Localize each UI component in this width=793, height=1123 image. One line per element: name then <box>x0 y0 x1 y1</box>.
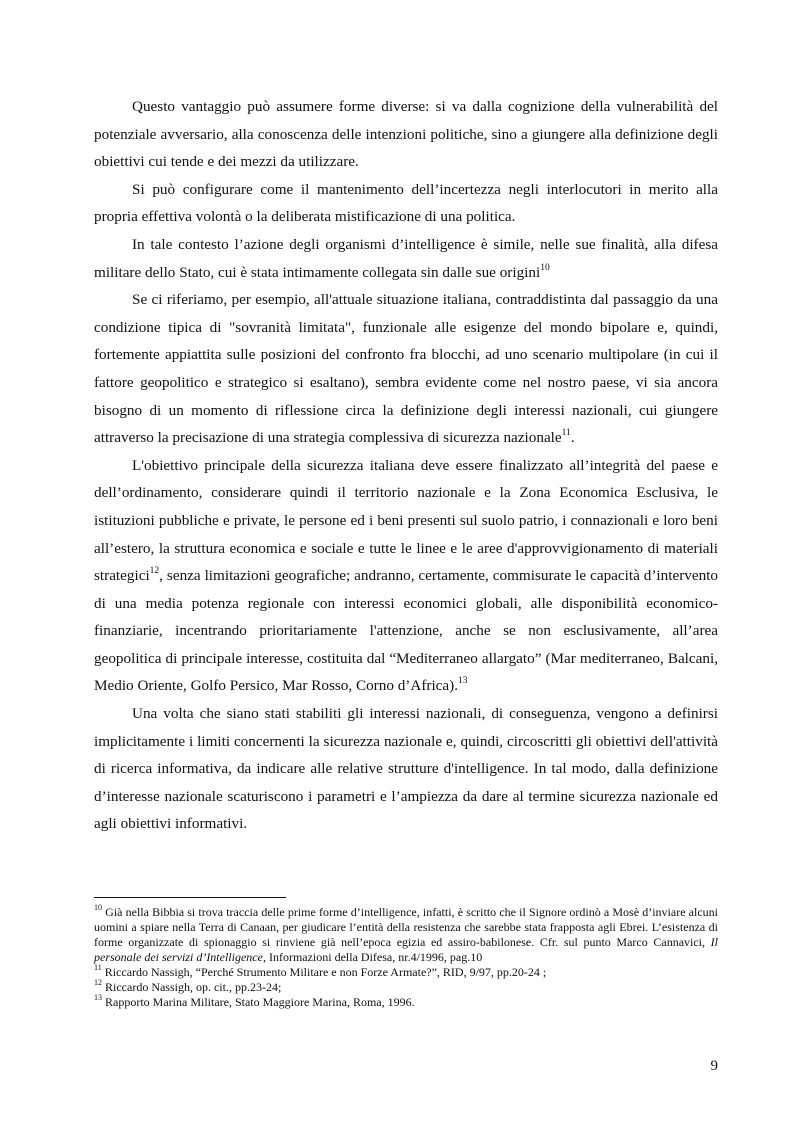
text-run: Se ci riferiamo, per esempio, all'attuale situazione italiana, contraddistinta dal passaggio da una condizione tipica di "sovranità limitata", funzionale alle esigenze del mondo bipolare e, quindi, fortemente appiattita sulle posizioni del confronto fra blocchi, ad uno scenario multipolare (in cui il fattore geopolitico e strategico si esaltano), sembra evidente come nel nostro paese, vi sia ancora bisogno di un momento di riflessione circa la definizione degli interessi nazionali, cui giungere attraverso la precisazione di una strategia complessiva di sicurezza nazionale <box>94 291 718 447</box>
footnote <box>94 995 718 1010</box>
paragraph <box>94 231 718 286</box>
paragraph <box>94 700 718 838</box>
note-reference: 13 <box>94 993 102 1002</box>
footnote <box>94 905 718 965</box>
paragraph <box>94 93 718 176</box>
note-reference: 12 <box>149 566 160 577</box>
note-reference: 11 <box>561 428 571 439</box>
page-number: 9 <box>710 1058 718 1074</box>
footnote <box>94 965 718 980</box>
text-run: Una volta che siano stati stabiliti gli interessi nazionali, di conseguenza, vengono a definirsi implicitamente i limiti concernenti la sicurezza nazionale e, quindi, circoscritti gli obiettivi dell'attività di ricerca informativa, da indicare alle relative strutture d'intelligence. In tal modo, dalla definizione d’interesse nazionale scaturiscono i parametri e l’ampiezza da dare al termine sicurezza nazionale ed agli obiettivi informativi. <box>94 705 718 833</box>
note-reference: 10 <box>540 262 550 273</box>
footnote <box>94 980 718 995</box>
text-run: , senza limitazioni geografiche; andranno, certamente, commisurate le capacità d’intervento di una media potenza regionale con interessi economici globali, alle disponibilità economico-finanziarie, incentrando prioritariamente l'attenzione, anche se non esclusivamente, all’area geopolitica di principale interesse, costituita dal “Mediterraneo allargato” (Mar mediterraneo, Balcani, Medio Oriente, Golfo Persico, Mar Rosso, Corno d’Africa). <box>94 567 718 695</box>
text-run: In tale contesto l’azione degli organismi d’intelligence è simile, nelle sue finalità, alla difesa militare dello Stato, cui è stata intimamente collegata sin dalle sue origini <box>94 235 718 281</box>
note-reference: 11 <box>94 963 102 972</box>
footnote-separator <box>94 897 286 898</box>
text-run: Già nella Bibbia si trova traccia delle prime forme d’intelligence, infatti, è scritto che il Signore ordinò a Mosè d’inviare alcuni uomini a spiare nella Terra di Canaan, per giudicare l’entità della resistenza che sarebbe stata frapposta agli Ebrei. L’esistenza di forme organizzate di spionaggio si rinviene già nell’epoca egizia ed assiro-babilonese. Cfr. sul punto Marco Cannavici, <box>94 905 718 949</box>
note-reference: 13 <box>458 676 468 687</box>
body-text <box>94 93 718 838</box>
text-run: Riccardo Nassigh, “Perché Strumento Militare e non Forze Armate?”, RID, 9/97, pp.20-24 ; <box>101 965 547 979</box>
text-run: Riccardo Nassigh, op. cit., pp.23-24; <box>102 980 282 994</box>
italic-text: Il personale dei servizi d’Intelligence, <box>94 935 718 964</box>
footnotes <box>94 905 718 1010</box>
text-run: Informazioni della Difesa, nr.4/1996, pag.10 <box>265 950 483 964</box>
text-run: . <box>570 429 575 447</box>
note-reference: 10 <box>94 903 102 912</box>
paragraph <box>94 286 718 452</box>
note-reference: 12 <box>94 978 102 987</box>
text-run: Si può configurare come il mantenimento dell’incertezza negli interlocutori in merito alla propria effettiva volontà o la deliberata mistificazione di una politica. <box>94 180 718 226</box>
text-run: Questo vantaggio può assumere forme diverse: si va dalla cognizione della vulnerabilità del potenziale avversario, alla conoscenza delle intenzioni politiche, sino a giungere alla definizione degli obiettivi cui tende e dei mezzi da utilizzare. <box>94 98 718 171</box>
paragraph <box>94 176 718 231</box>
text-run: Rapporto Marina Militare, Stato Maggiore Marina, Roma, 1996. <box>102 995 415 1009</box>
paragraph <box>94 452 718 700</box>
text-run: L'obiettivo principale della sicurezza italiana deve essere finalizzato all’integrità del paese e dell’ordinamento, considerare quindi il territorio nazionale e la Zona Economica Esclusiva, le istituzioni pubbliche e private, le persone ed i beni presenti sul suolo patrio, i connazionali e loro beni all’estero, la struttura economica e sociale e tutte le linee e le aree d'approvvigionamento di materiali strategici <box>94 456 718 585</box>
